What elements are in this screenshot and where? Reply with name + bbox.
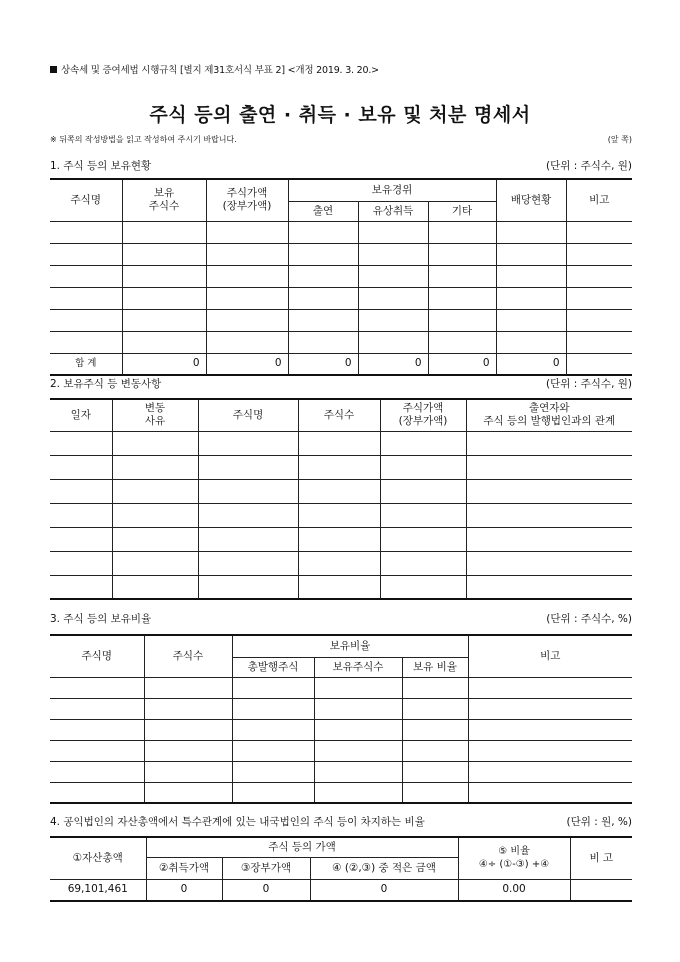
total-remarks[interactable] (566, 353, 632, 375)
header-relation: 출연자와 주식 등의 발행법인과의 관계 (466, 399, 632, 431)
law-reference-text: 상속세 및 증여세법 시행규칙 [별지 제31호서식 부표 2] <개정 2019. 3. 20.> (61, 65, 379, 76)
table-cell[interactable] (402, 782, 468, 803)
table-cell[interactable] (496, 265, 566, 287)
header-held-ratio: 보유 비율 (402, 657, 468, 677)
table-cell[interactable] (206, 331, 288, 353)
table-row (50, 243, 632, 265)
table-cell[interactable] (496, 309, 566, 331)
table-cell[interactable] (428, 243, 496, 265)
header-total-assets: ①자산총액 (50, 837, 146, 879)
table-row (50, 287, 632, 309)
header-contribution: 출연 (288, 201, 358, 221)
section4-unit: (단위 : 원, %) (566, 816, 632, 828)
header-other: 기타 (428, 201, 496, 221)
table-cell[interactable] (566, 309, 632, 331)
header-shares: 주식수 (144, 635, 232, 677)
table-cell[interactable] (314, 740, 402, 761)
remarks-value[interactable] (570, 879, 632, 901)
table-cell[interactable] (358, 331, 428, 353)
table-cell[interactable] (144, 698, 232, 719)
table-row (50, 431, 632, 455)
total-book-value: 0 (206, 353, 288, 375)
law-reference (50, 62, 379, 76)
table-cell[interactable] (298, 479, 380, 503)
table-cell[interactable] (358, 287, 428, 309)
table-cell[interactable] (298, 431, 380, 455)
book-value[interactable]: 0 (222, 879, 310, 901)
table-cell[interactable] (232, 740, 314, 761)
table-cell[interactable] (314, 719, 402, 740)
table-cell[interactable] (358, 309, 428, 331)
section4-title: 4. 공익법인의 자산총액에서 특수관계에 있는 내국법인의 주식 등이 차지하는 비율 (50, 816, 425, 828)
table-cell[interactable] (50, 479, 112, 503)
table-cell[interactable] (50, 265, 122, 287)
table-cell[interactable] (198, 455, 298, 479)
table-row (50, 740, 632, 761)
table-cell[interactable] (314, 698, 402, 719)
table-cell[interactable] (496, 243, 566, 265)
table-row (50, 677, 632, 698)
table-cell[interactable] (380, 479, 466, 503)
table-cell[interactable] (314, 677, 402, 698)
section1-unit: (단위 : 주식수, 원) (546, 160, 632, 172)
table-cell[interactable] (206, 243, 288, 265)
instruction-note: ※ 뒤쪽의 작성방법을 읽고 작성하여 주시기 바랍니다. (50, 135, 237, 144)
table-cell[interactable] (314, 782, 402, 803)
header-holding-ratio: 보유비율 (232, 635, 468, 657)
table-cell[interactable] (468, 677, 632, 698)
table-cell[interactable] (206, 265, 288, 287)
table-cell[interactable] (112, 431, 198, 455)
table-cell[interactable] (466, 575, 632, 599)
table-cell[interactable] (232, 677, 314, 698)
table-cell[interactable] (428, 265, 496, 287)
table-cell[interactable] (232, 698, 314, 719)
table-cell[interactable] (358, 221, 428, 243)
table-cell[interactable] (50, 431, 112, 455)
table-cell[interactable] (358, 265, 428, 287)
table-cell[interactable] (566, 265, 632, 287)
table-cell[interactable] (50, 698, 144, 719)
table-cell[interactable] (402, 677, 468, 698)
table-cell[interactable] (198, 551, 298, 575)
table-cell[interactable] (288, 331, 358, 353)
table-cell[interactable] (206, 309, 288, 331)
header-paid-acquisition: 유상취득 (358, 201, 428, 221)
table-cell[interactable] (428, 331, 496, 353)
table-row (50, 503, 632, 527)
table-cell[interactable] (298, 551, 380, 575)
table-cell[interactable] (566, 287, 632, 309)
header-date: 일자 (50, 399, 112, 431)
changes-table (50, 398, 632, 600)
table-cell[interactable] (466, 503, 632, 527)
section2-title: 2. 보유주식 등 변동사항 (50, 378, 162, 390)
table-row (50, 455, 632, 479)
holding-ratio-table (50, 634, 632, 804)
table-cell[interactable] (402, 719, 468, 740)
table-cell[interactable] (112, 527, 198, 551)
table-cell[interactable] (50, 719, 144, 740)
table-cell[interactable] (380, 431, 466, 455)
table-cell[interactable] (50, 575, 112, 599)
header-lesser-amount: ④ (②,③) 중 적은 금액 (310, 857, 458, 879)
section3-title: 3. 주식 등의 보유비율 (50, 613, 152, 625)
header-book-value: 주식가액 (장부가액) (380, 399, 466, 431)
total-contribution: 0 (288, 353, 358, 375)
total-row (50, 353, 632, 375)
total-other: 0 (428, 353, 496, 375)
table-cell[interactable] (496, 287, 566, 309)
table-cell[interactable] (468, 698, 632, 719)
table-cell[interactable] (288, 287, 358, 309)
table-cell[interactable] (298, 527, 380, 551)
table-cell[interactable] (144, 740, 232, 761)
table-cell[interactable] (496, 221, 566, 243)
asset-ratio-table (50, 836, 632, 902)
total-label: 합 계 (50, 353, 122, 375)
table-cell[interactable] (112, 551, 198, 575)
table-cell[interactable] (198, 527, 298, 551)
table-cell[interactable] (232, 761, 314, 782)
header-book-value: ③장부가액 (222, 857, 310, 879)
header-book-value: 주식가액 (장부가액) (206, 179, 288, 221)
table-cell[interactable] (466, 479, 632, 503)
table-cell[interactable] (206, 287, 288, 309)
table-row (50, 479, 632, 503)
table-cell[interactable] (402, 740, 468, 761)
table-row (50, 698, 632, 719)
total-paid-acquisition: 0 (358, 353, 428, 375)
table-cell[interactable] (50, 782, 144, 803)
header-stock-name: 주식명 (50, 179, 122, 221)
table-cell[interactable] (50, 309, 122, 331)
page-side-label: (앞 쪽) (607, 135, 632, 144)
table-cell[interactable] (50, 287, 122, 309)
header-held-shares: 보유 주식수 (122, 179, 206, 221)
table-cell[interactable] (50, 455, 112, 479)
table-row (50, 221, 632, 243)
total-dividend: 0 (496, 353, 566, 375)
table-cell[interactable] (50, 677, 144, 698)
table-cell[interactable] (50, 503, 112, 527)
table-cell[interactable] (50, 761, 144, 782)
table-cell[interactable] (122, 243, 206, 265)
square-bullet-icon (50, 66, 57, 73)
table-cell[interactable] (122, 221, 206, 243)
table-cell[interactable] (380, 503, 466, 527)
table-cell[interactable] (144, 761, 232, 782)
table-cell[interactable] (144, 677, 232, 698)
section2-unit: (단위 : 주식수, 원) (546, 378, 632, 390)
table-cell[interactable] (380, 575, 466, 599)
table-cell[interactable] (206, 221, 288, 243)
header-shares: 주식수 (298, 399, 380, 431)
table-cell[interactable] (288, 265, 358, 287)
table-cell[interactable] (298, 575, 380, 599)
table-cell[interactable] (380, 527, 466, 551)
table-cell[interactable] (468, 719, 632, 740)
table-row (50, 527, 632, 551)
table-cell[interactable] (144, 719, 232, 740)
table-cell[interactable] (428, 309, 496, 331)
table-cell[interactable] (466, 431, 632, 455)
total-assets-value[interactable]: 69,101,461 (50, 879, 146, 901)
header-stock-name: 주식명 (50, 635, 144, 677)
ratio-value[interactable]: 0.00 (458, 879, 570, 901)
table-cell[interactable] (112, 455, 198, 479)
table-cell[interactable] (468, 740, 632, 761)
header-remarks: 비 고 (570, 837, 632, 879)
table-row (50, 879, 632, 901)
table-cell[interactable] (112, 479, 198, 503)
table-cell[interactable] (50, 527, 112, 551)
table-cell[interactable] (468, 761, 632, 782)
table-row (50, 331, 632, 353)
header-stock-value: 주식 등의 가액 (146, 837, 458, 857)
header-acquisition-value: ②취득가액 (146, 857, 222, 879)
table-row (50, 309, 632, 331)
section3-unit: (단위 : 주식수, %) (546, 613, 632, 625)
table-cell[interactable] (566, 221, 632, 243)
header-total-issued: 총발행주식 (232, 657, 314, 677)
total-shares: 0 (122, 353, 206, 375)
header-remarks: 비고 (468, 635, 632, 677)
table-cell[interactable] (50, 221, 122, 243)
table-row (50, 575, 632, 599)
table-cell[interactable] (122, 331, 206, 353)
table-cell[interactable] (466, 455, 632, 479)
table-cell[interactable] (428, 287, 496, 309)
table-cell[interactable] (566, 243, 632, 265)
table-cell[interactable] (402, 698, 468, 719)
table-cell[interactable] (122, 287, 206, 309)
header-stock-name: 주식명 (198, 399, 298, 431)
table-cell[interactable] (198, 503, 298, 527)
holdings-table (50, 178, 632, 376)
table-row (50, 782, 632, 803)
table-cell[interactable] (50, 243, 122, 265)
acquisition-value[interactable]: 0 (146, 879, 222, 901)
table-cell[interactable] (466, 551, 632, 575)
table-cell[interactable] (380, 455, 466, 479)
table-cell[interactable] (288, 221, 358, 243)
table-cell[interactable] (288, 309, 358, 331)
table-cell[interactable] (198, 575, 298, 599)
header-dividend: 배당현황 (496, 179, 566, 221)
section1-title: 1. 주식 등의 보유현황 (50, 160, 152, 172)
table-row (50, 719, 632, 740)
header-holding-route: 보유경위 (288, 179, 496, 201)
table-cell[interactable] (358, 243, 428, 265)
table-cell[interactable] (50, 740, 144, 761)
table-cell[interactable] (122, 309, 206, 331)
table-row (50, 265, 632, 287)
table-cell[interactable] (144, 782, 232, 803)
table-row (50, 761, 632, 782)
lesser-amount[interactable]: 0 (310, 879, 458, 901)
table-cell[interactable] (50, 331, 122, 353)
table-cell[interactable] (232, 782, 314, 803)
table-cell[interactable] (198, 431, 298, 455)
table-row (50, 551, 632, 575)
table-cell[interactable] (402, 761, 468, 782)
table-cell[interactable] (496, 331, 566, 353)
header-remarks: 비고 (566, 179, 632, 221)
table-cell[interactable] (122, 265, 206, 287)
table-cell[interactable] (468, 782, 632, 803)
table-cell[interactable] (112, 575, 198, 599)
table-cell[interactable] (466, 527, 632, 551)
table-cell[interactable] (112, 503, 198, 527)
table-cell[interactable] (298, 503, 380, 527)
table-cell[interactable] (198, 479, 298, 503)
table-cell[interactable] (566, 331, 632, 353)
table-cell[interactable] (298, 455, 380, 479)
header-change-reason: 변동 사유 (112, 399, 198, 431)
header-ratio: ⑤ 비율 ④÷ (①-③) +④ (458, 837, 570, 879)
table-cell[interactable] (380, 551, 466, 575)
table-cell[interactable] (232, 719, 314, 740)
table-cell[interactable] (288, 243, 358, 265)
form-title: 주식 등의 출연 · 취득 · 보유 및 처분 명세서 (149, 104, 531, 126)
table-cell[interactable] (314, 761, 402, 782)
table-cell[interactable] (50, 551, 112, 575)
table-cell[interactable] (428, 221, 496, 243)
header-held-shares: 보유주식수 (314, 657, 402, 677)
